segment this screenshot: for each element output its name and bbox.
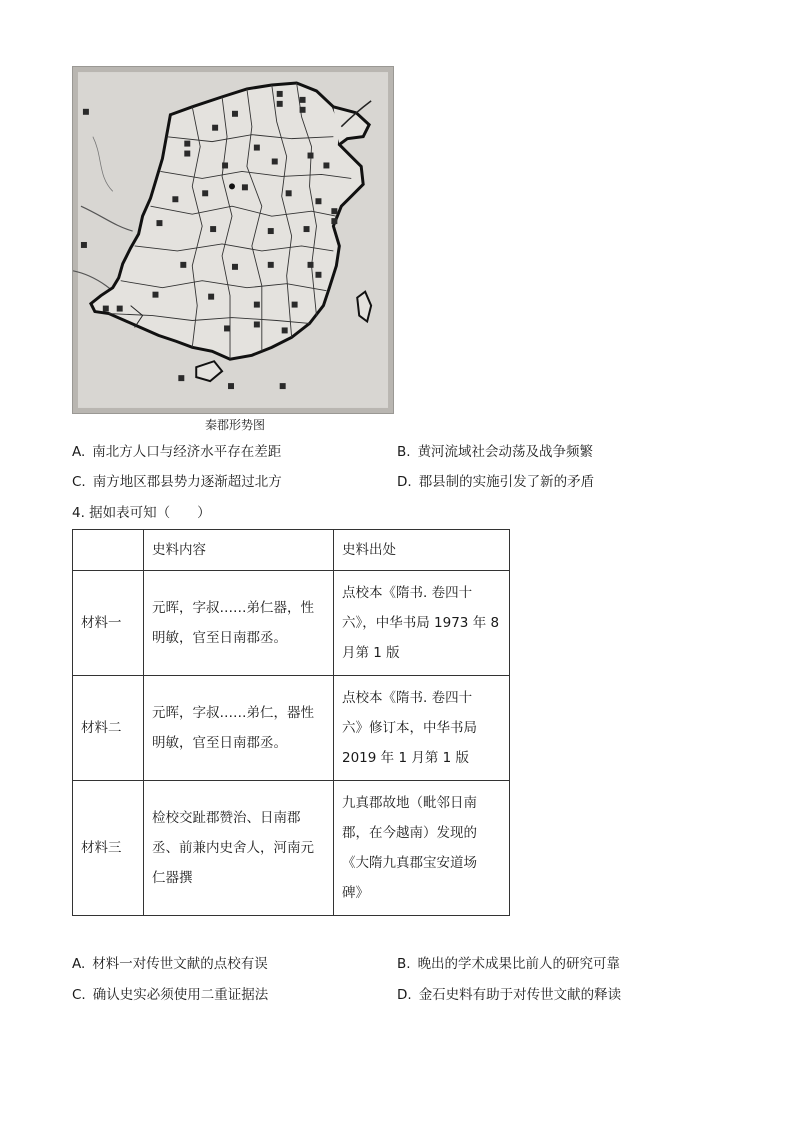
option-text: 南方地区郡县势力逐渐超过北方 bbox=[92, 474, 282, 490]
content-line: 明敏，官至日南郡丞。 bbox=[152, 735, 287, 751]
content-line: 元晖，字叔……弟仁，器性 bbox=[152, 705, 314, 721]
table-row bbox=[73, 571, 510, 676]
q4-option-b[interactable] bbox=[397, 955, 620, 973]
map-drawing bbox=[73, 67, 393, 413]
row-source bbox=[334, 676, 510, 781]
option-letter: D. bbox=[397, 474, 412, 490]
source-table bbox=[72, 529, 510, 916]
row-label: 材料二 bbox=[73, 676, 144, 781]
source-line: 郡，在今越南）发现的 bbox=[342, 825, 477, 841]
option-letter: B. bbox=[397, 956, 411, 972]
q3-option-c[interactable] bbox=[72, 473, 282, 491]
option-text: 确认史实必须使用二重证据法 bbox=[92, 987, 269, 1003]
source-line: 点校本《隋书. 卷四十 bbox=[342, 585, 473, 601]
source-line: 《大隋九真郡宝安道场 bbox=[342, 855, 477, 871]
option-letter: C. bbox=[72, 474, 86, 490]
row-content bbox=[144, 571, 334, 676]
option-letter: D. bbox=[397, 987, 412, 1003]
table-row bbox=[73, 676, 510, 781]
source-line: 月第 1 版 bbox=[342, 645, 400, 661]
row-source bbox=[334, 781, 510, 916]
q3-option-b[interactable] bbox=[397, 443, 593, 461]
q3-option-a[interactable] bbox=[72, 443, 281, 461]
content-line: 元晖，字叔……弟仁器，性 bbox=[152, 600, 314, 616]
option-text: 金石史料有助于对传世文献的释读 bbox=[418, 987, 622, 1003]
row-source bbox=[334, 571, 510, 676]
q4-option-d[interactable] bbox=[397, 986, 621, 1004]
option-letter: C. bbox=[72, 987, 86, 1003]
q4-option-c[interactable] bbox=[72, 986, 268, 1004]
content-line: 检校交趾郡赞治、日南郡 bbox=[152, 810, 301, 826]
option-text: 黄河流域社会动荡及战争频繁 bbox=[417, 444, 594, 460]
option-text: 郡县制的实施引发了新的矛盾 bbox=[418, 474, 595, 490]
q4-stem: 4. 据如表可知（ ） bbox=[72, 505, 211, 521]
row-content bbox=[144, 676, 334, 781]
content-line: 明敏，官至日南郡丞。 bbox=[152, 630, 287, 646]
content-line: 丞、前兼内史舍人，河南元 bbox=[152, 840, 314, 856]
source-line: 六》修订本，中华书局 bbox=[342, 720, 477, 736]
row-content bbox=[144, 781, 334, 916]
table-header-row bbox=[73, 530, 510, 571]
option-text: 晚出的学术成果比前人的研究可靠 bbox=[417, 956, 621, 972]
qin-commandery-map bbox=[72, 66, 394, 414]
option-letter: B. bbox=[397, 444, 411, 460]
row-label: 材料一 bbox=[73, 571, 144, 676]
option-text: 南北方人口与经济水平存在差距 bbox=[92, 444, 282, 460]
row-label: 材料三 bbox=[73, 781, 144, 916]
header-cell-source: 史料出处 bbox=[334, 530, 510, 571]
q3-option-d[interactable] bbox=[397, 473, 594, 491]
table-row bbox=[73, 781, 510, 916]
header-cell-empty bbox=[73, 530, 144, 571]
q4-option-a[interactable] bbox=[72, 955, 268, 973]
map-caption: 秦郡形势图 bbox=[204, 418, 265, 432]
source-line: 九真郡故地（毗邻日南 bbox=[342, 795, 477, 811]
source-line: 点校本《隋书. 卷四十 bbox=[342, 690, 473, 706]
option-letter: A. bbox=[72, 444, 86, 460]
header-cell-content: 史料内容 bbox=[144, 530, 334, 571]
option-letter: A. bbox=[72, 956, 86, 972]
source-line: 六》，中华书局 1973 年 8 bbox=[342, 615, 500, 631]
source-line: 碑》 bbox=[342, 885, 369, 901]
source-line: 2019 年 1 月第 1 版 bbox=[342, 750, 469, 766]
option-text: 材料一对传世文献的点校有误 bbox=[92, 956, 268, 972]
content-line: 仁器撰 bbox=[152, 870, 193, 886]
